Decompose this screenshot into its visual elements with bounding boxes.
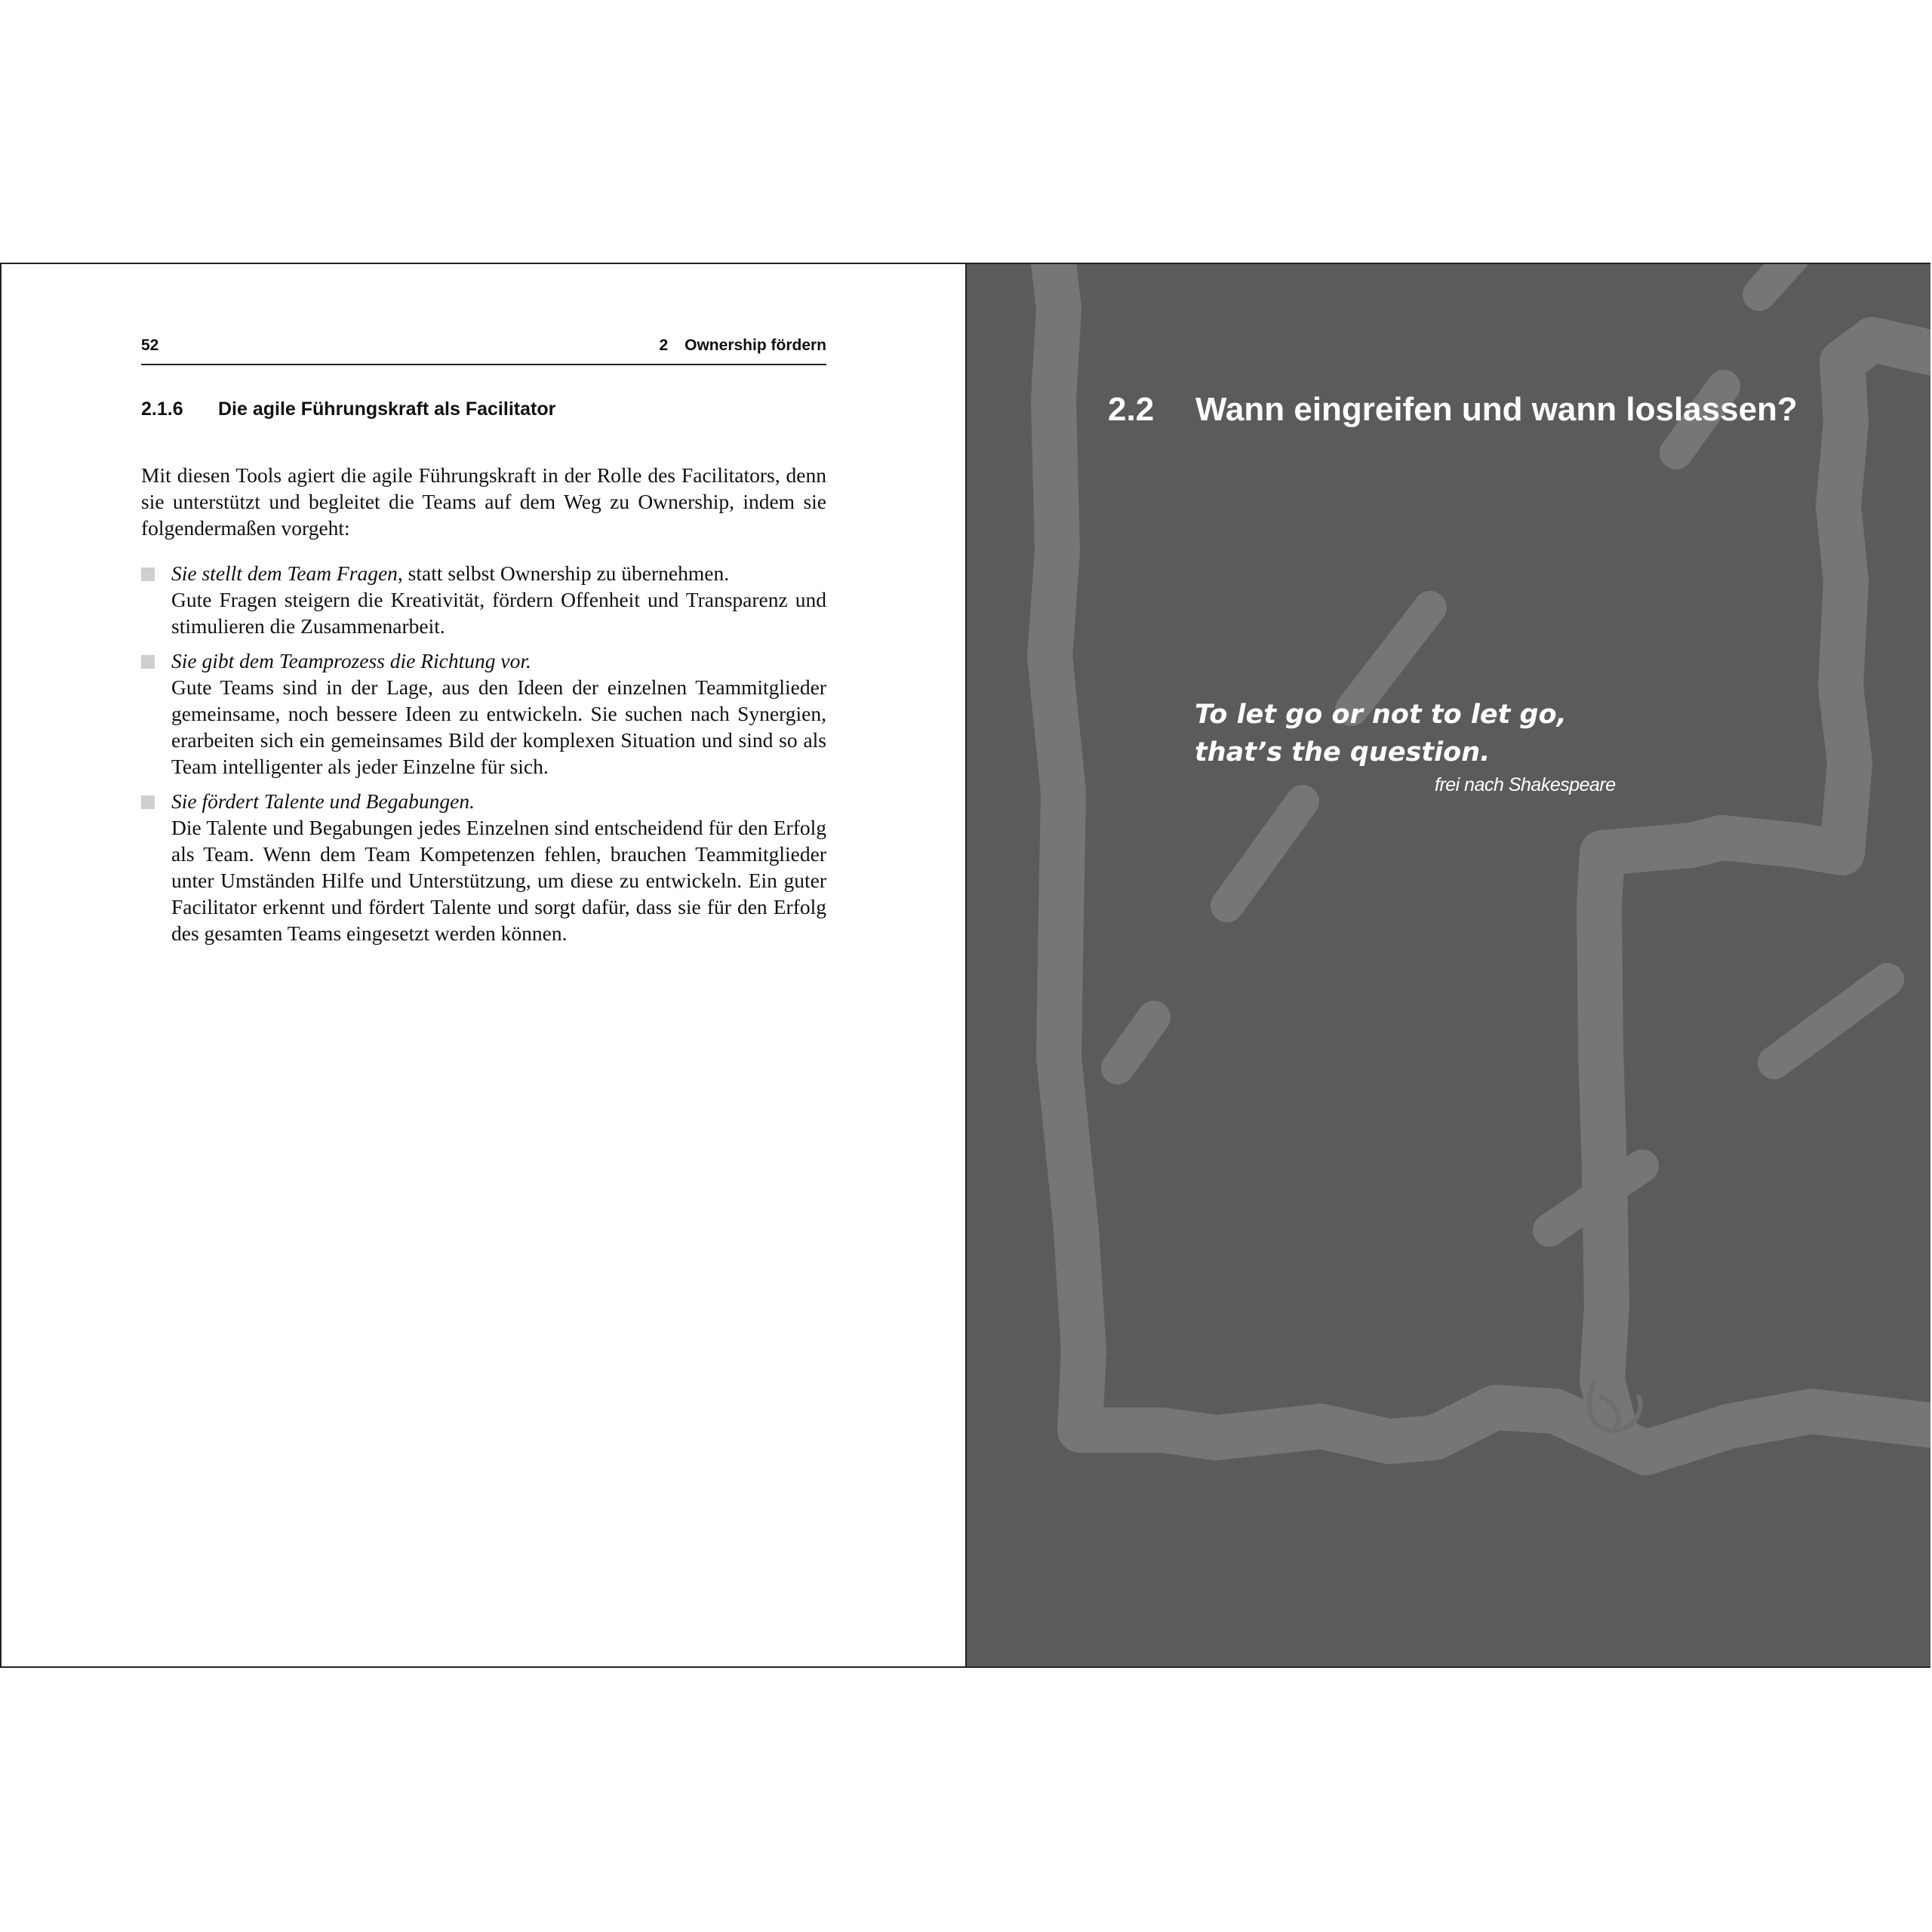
list-item <box>141 648 826 780</box>
bullet-lead <box>171 788 826 814</box>
running-head-chapter-number: 2 <box>659 337 669 354</box>
quote-line: that’s the question. <box>1195 737 1491 768</box>
bullet-lead <box>171 560 826 586</box>
running-head-chapter <box>659 337 826 355</box>
list-item <box>141 788 826 946</box>
bullet-square-icon <box>141 655 155 669</box>
bullet-list <box>141 560 826 955</box>
bullet-text: Gute Fragen steigern die Kreativität, fördern Offenheit und Transparenz und stimulieren die Zusammenarbeit. <box>171 588 826 638</box>
section-title: Die agile Führungskraft als Facilitator <box>218 398 556 420</box>
chapter-number: 2.2 <box>1108 391 1155 428</box>
bullet-lead-italic: Sie gibt dem Teamprozess die Richtung vor. <box>171 649 531 672</box>
bullet-square-icon <box>141 795 155 809</box>
chalk-maze-illustration <box>967 264 1930 1666</box>
left-page <box>2 264 967 1666</box>
intro-paragraph: Mit diesen Tools agiert die agile Führungskraft in der Rolle des Facilitators, denn sie unterstützt und begleitet die Teams auf dem Weg zu Ownership, indem sie folgendermaßen vorgeht: <box>141 463 826 540</box>
quote-line: To let go or not to let go, <box>1195 700 1567 730</box>
bullet-text: Gute Teams sind in der Lage, aus den Ideen der einzelnen Teammitglieder gemeinsame, noch bessere Ideen zu entwickeln. Sie suchen nach Synergien, erarbeiten sich ein gemeinsames Bild der komplexen Situation und sind so als Team intelligenter als jeder Einzelne für sich. <box>171 675 826 778</box>
bullet-text: Die Talente und Begabungen jedes Einzelnen sind entscheidend für den Erfolg als Team. Wenn dem Team Kompetenzen fehlen, brauchen Teammitglieder unter Umständen Hilfe und Unterstützung, um diese zu entwickeln. Ein guter Facilitator erkennt und fördert Talente und sorgt dafür, dass sie für den Erfolg des gesamten Teams eingesetzt werden können. <box>171 816 826 945</box>
page-number: 52 <box>141 337 159 354</box>
epigraph-quote <box>1195 696 1567 771</box>
running-head-chapter-title: Ownership fördern <box>685 337 826 354</box>
bullet-lead-italic: Sie stellt dem Team Fragen <box>171 561 398 585</box>
bullet-square-icon <box>141 568 155 581</box>
chapter-title: Wann eingreifen und wann loslassen? <box>1195 391 1798 428</box>
running-head <box>141 334 826 365</box>
bullet-lead-rest: , statt selbst Ownership zu übernehmen. <box>397 561 730 585</box>
quote-attribution: frei nach Shakespeare <box>1435 774 1616 795</box>
list-item <box>141 560 826 639</box>
chapter-heading <box>1108 391 1798 429</box>
right-page <box>967 264 1930 1666</box>
section-number: 2.1.6 <box>141 398 183 420</box>
book-spread <box>0 263 1930 1668</box>
section-heading <box>141 398 555 420</box>
bullet-lead-italic: Sie fördert Talente und Begabungen. <box>171 789 475 813</box>
bullet-lead <box>171 648 826 674</box>
